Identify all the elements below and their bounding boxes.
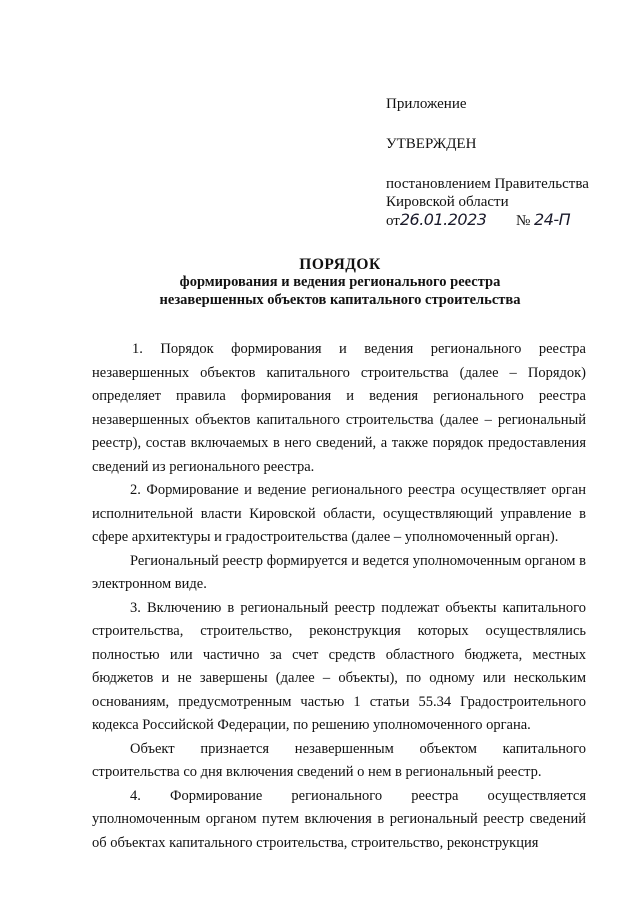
date-prefix: от [386, 213, 400, 229]
approved-label: УТВЕРЖДЕН [386, 136, 477, 152]
decree-line-1: постановлением Правительства [386, 176, 589, 192]
appendix-label: Приложение [386, 96, 467, 112]
paragraph-3: 3. Включению в региональный реестр подлежат объекты капитального строительства, строительство, реконструкция которых осуществлялись полностью или частично за счет средств областного бюджета, местных бюджетов и не завершены (далее – объекты), по одному или нескольким основаниям, предусмотренным частью 1 статьи 55.34 Градостроительного кодекса Российской Федерации, по решению уполномоченного органа. [92, 599, 586, 733]
number-prefix: № [515, 213, 531, 229]
document-subtitle-line-1: формирования и ведения регионального реестра [179, 274, 501, 290]
document-subtitle-line-2: незавершенных объектов капитального строительства [159, 292, 521, 308]
paragraph-4: 4. Формирование регионального реестра осуществляется уполномоченным органом путем включения в региональный реестр сведений об объектах капитального строительства, строительство, реконструкция [92, 787, 586, 851]
approval-block [386, 95, 626, 230]
paragraph-1: 1. Порядок формирования и ведения регионального реестра незавершенных объектов капитального строительства (далее – Порядок) определяет правила формирования и ведения регионального реестра незавершенных объектов капитального строительства (далее – региональный реестр), состав включаемых в него сведений, а также порядок предоставления сведений из регионального реестра. [92, 341, 586, 475]
paragraph-2: 2. Формирование и ведение регионального реестра осуществляет орган исполнительной власти Кировской области, осуществляющий управление в сфере архитектуры и градостроительства (далее – уполномоченный орган). [92, 482, 586, 545]
decree-line-2: Кировской области [386, 194, 509, 210]
handwritten-date: 26.01.2023 [399, 210, 487, 229]
document-title: ПОРЯДОК [299, 256, 381, 273]
paragraph-2-continuation: Региональный реестр формируется и ведется уполномоченным органом в электронном виде. [92, 552, 586, 592]
handwritten-number: 24-П [534, 210, 571, 229]
paragraph-3-continuation: Объект признается незавершенным объектом капитального строительства со дня включения сведений о нем в региональный реестр. [92, 740, 586, 780]
decree-date-number-line [386, 211, 626, 230]
document-body [92, 338, 586, 855]
